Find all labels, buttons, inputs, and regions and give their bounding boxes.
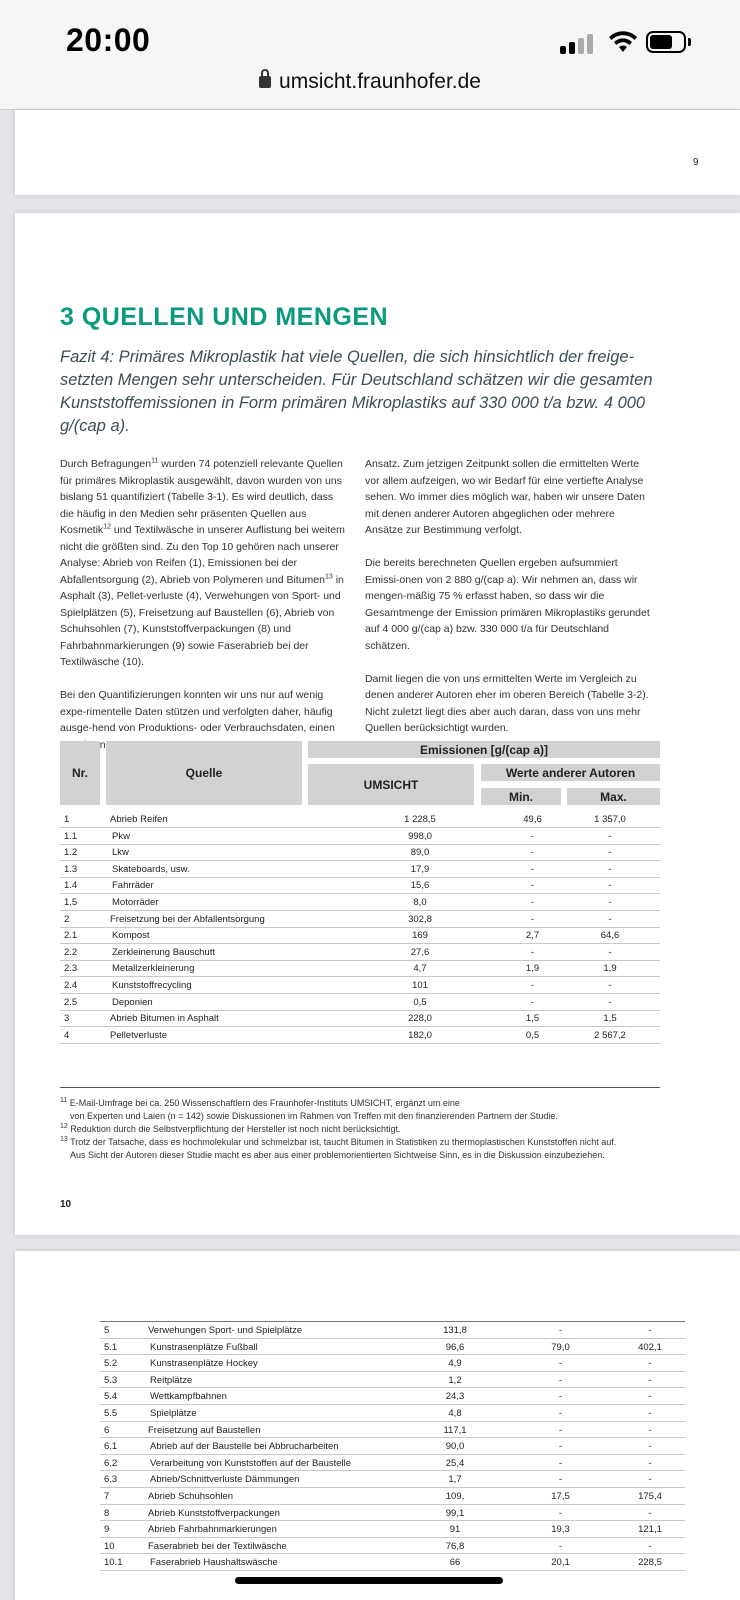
cell-min: -	[558, 1391, 563, 1403]
cell-min: 1,9	[525, 963, 540, 975]
cell-min: 2,7	[525, 930, 540, 942]
cell-min: -	[530, 847, 535, 859]
table-row	[60, 811, 660, 828]
cell-umsicht: 1,2	[448, 1374, 462, 1386]
paragraph: Ansatz. Zum jetzigen Zeitpunkt sollen die ermittelten Werte vor allem aufzeigen, wo wir Bedarf für eine vertiefte Analyse sehen. Wo immer dies möglich war, haben wir unsere Daten mit denen anderer Autoren abgeglichen oder mehrere Ansätze zur Bestimmung verfolgt.	[365, 458, 645, 536]
cell-quelle: Abrieb Bitumen in Asphalt	[110, 1013, 219, 1025]
cell-max: -	[648, 1325, 652, 1336]
text-column-left	[60, 456, 350, 770]
cell-umsicht: 76,8	[445, 1540, 465, 1552]
cell-quelle: Metallzerkleinerung	[112, 963, 195, 975]
cell-quelle: Freisetzung bei der Abfallentsorgung	[110, 913, 265, 925]
cell-min: -	[530, 863, 535, 875]
browser-chrome	[0, 0, 740, 110]
table-row	[100, 1488, 685, 1505]
cell-umsicht: 89,0	[410, 847, 430, 859]
cell-max: 121,1	[638, 1524, 662, 1536]
footnote-13: $^{13}$ Trotz der Tatsache, dass es hochmolekular und schmelzbar ist, taucht Bitumen in Statistiken zu thermoplastischen Kunststoffen nicht auf.	[60, 1136, 617, 1147]
cell-min: -	[558, 1457, 563, 1469]
cell-quelle: Faserabrieb Haushaltswäsche	[150, 1557, 278, 1569]
cell-quelle: Spielplätze	[150, 1408, 197, 1419]
cell-max: -	[608, 996, 612, 1008]
table-row	[100, 1372, 685, 1389]
cell-quelle: Skateboards, usw.	[112, 863, 190, 875]
cell-quelle: Abrieb Fahrbahnmarkierungen	[148, 1524, 277, 1536]
table-header-umsicht: UMSICHT	[308, 764, 474, 805]
table-row	[100, 1322, 685, 1339]
cell-umsicht: 998,0	[408, 830, 432, 842]
cell-nr: 8	[104, 1507, 110, 1519]
cell-max: -	[648, 1474, 652, 1486]
cell-max: 1 357,0	[594, 814, 626, 825]
cell-umsicht: 25,4	[445, 1457, 465, 1469]
cell-quelle: Deponien	[112, 996, 153, 1008]
cell-nr: 1.2	[64, 847, 78, 859]
cell-nr: 2	[64, 913, 70, 925]
table-header-min: Min.	[481, 788, 561, 805]
footnote-11: $^{11}$ E-Mail-Umfrage bei ca. 250 Wissenschaftlern des Fraunhofer-Instituts UMSICHT, ergänzt um eine	[60, 1097, 460, 1108]
cell-umsicht: 117,1	[443, 1424, 467, 1436]
cell-max: 228,5	[638, 1557, 662, 1569]
footnote-divider	[60, 1087, 660, 1088]
footnote-13-cont: Aus Sicht der Autoren dieser Studie macht es aber aus einer problemorientierten Sichtweise Sinn, es in die Diskussion einzubeziehen.	[70, 1150, 605, 1160]
cell-quelle: Kunststoffrecycling	[112, 980, 192, 991]
cell-quelle: Motorräder	[112, 897, 159, 908]
table-row	[100, 1422, 685, 1439]
cell-umsicht: 96,6	[445, 1341, 465, 1353]
cell-min: -	[558, 1374, 563, 1386]
cell-quelle: Verarbeitung von Kunststoffen auf der Baustelle	[150, 1457, 352, 1469]
cell-nr: 6.2	[104, 1457, 118, 1469]
cell-quelle: Freisetzung auf Baustellen	[148, 1424, 261, 1436]
cell-quelle: Kompost	[112, 930, 150, 942]
cell-max: -	[648, 1424, 652, 1436]
cell-umsicht: 4,9	[448, 1358, 462, 1370]
footnotes	[60, 1097, 670, 1162]
cell-nr: 5.5	[104, 1408, 118, 1419]
table-row	[60, 911, 660, 928]
paragraph: Damit liegen die von uns ermittelten Werte im Vergleich zu denen anderer Autoren eher im oberen Bereich (Tabelle 3-2). Nicht zuletzt liegt dies aber auch daran, dass von uns mehr Quellen berücksichtigt wurden.	[365, 672, 649, 734]
cell-umsicht: 91	[449, 1524, 461, 1536]
table-row	[60, 877, 660, 894]
url-text: umsicht.fraunhofer.de	[279, 70, 481, 93]
cell-umsicht: 109,	[445, 1491, 465, 1502]
battery-icon	[646, 31, 686, 53]
cell-umsicht: 302,8	[408, 913, 432, 925]
cell-umsicht: 1,7	[448, 1474, 462, 1486]
table-row	[100, 1455, 685, 1472]
cell-max: -	[648, 1441, 652, 1453]
cell-min: -	[558, 1424, 563, 1436]
cell-nr: 1	[64, 814, 70, 825]
cell-max: -	[608, 880, 612, 892]
table-row	[100, 1538, 685, 1555]
cell-max: -	[608, 913, 612, 925]
cell-min: 49,6	[523, 814, 542, 825]
cell-max: 2 567,2	[594, 1029, 626, 1041]
cell-umsicht: 182,0	[408, 1029, 432, 1041]
cell-umsicht: 131,8	[443, 1325, 467, 1336]
table-row	[60, 828, 660, 845]
cell-nr: 10	[104, 1540, 115, 1552]
fazit-summary: Fazit 4: Primäres Mikroplastik hat viele Quellen, die sich hinsichtlich der freige-setzten Mengen sehr unterscheiden. Für Deutschland schätzen wir die gesamten Kunststoffemissionen in Form primären Mikroplastiks auf 330 000 t/a bzw. 4 000 g/(cap a).	[60, 348, 653, 435]
cell-quelle: Lkw	[112, 847, 129, 859]
cell-umsicht: 4,7	[413, 963, 427, 975]
table-row	[100, 1438, 685, 1455]
cell-quelle: Kunstrasenplätze Fußball	[150, 1341, 258, 1353]
cell-nr: 5.3	[104, 1374, 118, 1386]
document-page-11	[15, 1251, 740, 1600]
cell-max: 1,5	[603, 1013, 617, 1025]
cell-min: -	[530, 913, 535, 925]
cell-quelle: Abrieb auf der Baustelle bei Abbrucharbeiten	[150, 1441, 339, 1453]
cell-nr: 1.1	[64, 830, 78, 842]
cell-nr: 2.3	[64, 963, 78, 975]
cell-nr: 6.3	[104, 1474, 118, 1486]
cell-max: -	[648, 1391, 652, 1403]
cell-nr: 5	[104, 1325, 110, 1336]
cell-umsicht: 17,9	[410, 863, 430, 875]
cell-min: -	[530, 897, 535, 908]
status-time: 20:00	[66, 22, 151, 58]
cell-quelle: Reitplätze	[150, 1374, 193, 1386]
cell-max: -	[608, 863, 612, 875]
cell-nr: 2.4	[64, 980, 78, 991]
cell-nr: 2.5	[64, 996, 78, 1008]
cell-max: -	[608, 980, 612, 991]
table-row	[100, 1554, 685, 1571]
table-row	[60, 1027, 660, 1044]
table-row	[60, 844, 660, 861]
cell-max: -	[648, 1408, 652, 1419]
cell-quelle: Faserabrieb bei der Textilwäsche	[148, 1540, 287, 1552]
cell-max: -	[608, 897, 612, 908]
cell-min: 20,1	[551, 1557, 570, 1569]
cell-max: -	[608, 946, 612, 958]
cell-min: -	[530, 980, 535, 991]
table-row	[60, 960, 660, 977]
cell-quelle: Abrieb Kunststoffverpackungen	[148, 1507, 280, 1519]
paragraph: Bei den Quantifizierungen konnten wir uns nur auf wenig expe-rimentelle Daten stützen und verfolgten daher, häufig ausge-hend von Produktions- oder Verbrauchsdaten, einen	[60, 689, 335, 734]
cell-umsicht: 228,0	[408, 1013, 432, 1025]
table-header-emissionen: Emissionen [g/(cap a)]	[308, 741, 660, 758]
cell-nr: 6.1	[104, 1441, 118, 1453]
address-bar[interactable]	[0, 70, 740, 94]
table-header-nr: Nr.	[60, 741, 100, 805]
footnote-12: $^{12}$ Reduktion durch die Selbstverpflichtung der Hersteller ist noch nicht berücksichtigt.	[60, 1123, 401, 1134]
cell-max: 1,9	[603, 963, 617, 975]
table-row	[60, 894, 660, 911]
cell-umsicht: 4,8	[448, 1408, 462, 1419]
cell-umsicht: 8,0	[413, 897, 427, 908]
table-row	[100, 1405, 685, 1422]
cell-quelle: Zerkleinerung Bauschutt	[112, 946, 215, 958]
table-row	[100, 1355, 685, 1372]
table-row	[60, 977, 660, 994]
cell-min: -	[558, 1408, 563, 1419]
cell-min: 1,5	[525, 1013, 540, 1025]
cell-min: -	[530, 830, 535, 842]
cell-min: -	[530, 946, 535, 958]
cell-min: -	[530, 996, 535, 1008]
cell-min: -	[558, 1441, 563, 1453]
home-indicator[interactable]	[235, 1577, 503, 1584]
cell-quelle: Wettkampfbahnen	[150, 1391, 227, 1403]
paragraph: Durch Befragungen$^{11}$ wurden 74 potenziell relevante Quellen für primäres Mikroplastik ausgewählt, davon wurden von uns bislang 51 quantifiziert (Tabelle 3-1). Es wird deutlich, dass die häufig in den Medien sehr präsenten Quellen aus Kosmetik$^{12}$ und Textilwäsche in unserer Auflistung bei weitem nicht die größten sind. Zu den Top 10 gehören nach unserer Analyse: Abrieb von Reifen (1), Emissionen bei der Abfallentsorgung (2), Abrieb von Polymeren und Bitumen$^{13}$ in Asphalt (3), Pellet-verluste (4), Verwehungen von Sport- und Spielplätzen (5), Freisetzung auf Baustellen (6), Abrieb von Schuhsohlen (7), Kunststoffverpackungen (8) und Fahrbahnmarkierungen (9) sowie Faserabrieb bei der Textilwäsche (10).	[60, 457, 345, 668]
cell-nr: 1.3	[64, 863, 78, 875]
cell-umsicht: 66	[449, 1557, 461, 1569]
table-row	[60, 927, 660, 944]
cell-nr: 9	[104, 1524, 110, 1536]
cell-nr: 1.4	[64, 880, 78, 892]
table-header-quelle: Quelle	[106, 741, 302, 805]
paragraph: Die bereits berechneten Quellen ergeben aufsummiert Emissi-onen von 2 880 g/(cap a). Wir nehmen an, dass wir mengen-mäßig 75 % erfasst haben, so dass wir die Gesamtmenge der Emission primären Mikroplastiks gerundet auf 4 000 g/(cap a) bzw. 330 000 t/a für Deutschland schätzen.	[365, 557, 650, 652]
cell-nr: 10.1	[104, 1557, 123, 1569]
cell-min: -	[558, 1325, 563, 1336]
table-header-andere-autoren: Werte anderer Autoren	[481, 764, 660, 781]
cell-min: -	[530, 880, 535, 892]
page-number: 9	[693, 157, 699, 168]
cell-min: 79,0	[551, 1341, 570, 1353]
cell-quelle: Abrieb Schuhsohlen	[148, 1491, 234, 1502]
wifi-icon	[608, 30, 638, 54]
cell-umsicht: 27,6	[410, 946, 430, 958]
table-row	[60, 994, 660, 1011]
table-row	[100, 1471, 685, 1488]
table-row	[100, 1388, 685, 1405]
document-page-9	[15, 110, 740, 195]
cell-max: 64,6	[600, 930, 620, 942]
table-row	[60, 1010, 660, 1027]
document-page-10	[15, 213, 740, 1235]
cell-quelle: Fahrräder	[112, 880, 154, 892]
cell-quelle: Abrieb/Schnittverluste Dämmungen	[150, 1474, 300, 1486]
table-row	[100, 1339, 685, 1356]
cell-max: -	[608, 847, 612, 859]
cell-max: 175,4	[638, 1491, 662, 1502]
cell-max: -	[608, 830, 612, 842]
cell-nr: 7	[104, 1491, 110, 1502]
cell-quelle: Pkw	[112, 830, 130, 842]
cell-quelle: Kunstrasenplätze Hockey	[150, 1358, 258, 1370]
battery-nub	[688, 38, 691, 46]
cell-nr: 5.4	[104, 1391, 118, 1403]
section-heading: 3 QUELLEN UND MENGEN	[60, 303, 389, 331]
cell-nr: 5.2	[104, 1358, 118, 1370]
cell-max: -	[648, 1374, 652, 1386]
cell-quelle: Abrieb Reifen	[110, 814, 168, 825]
cell-max: -	[648, 1358, 652, 1370]
cell-min: 0,5	[525, 1029, 540, 1041]
cell-umsicht: 101	[412, 980, 428, 991]
cell-min: 19,3	[551, 1524, 570, 1536]
cell-nr: 2.2	[64, 946, 78, 958]
cell-nr: 3	[64, 1013, 70, 1025]
cellular-signal-icon	[560, 34, 596, 54]
cell-min: 17,5	[551, 1491, 570, 1502]
footnote-11-cont: von Experten und Laien (n = 142) sowie Diskussionen im Rahmen von Treffen mit den finanzierenden Partnern der Studie.	[70, 1111, 558, 1121]
table-row	[60, 861, 660, 878]
table-row	[100, 1521, 685, 1538]
cell-umsicht: 1 228,5	[404, 814, 436, 825]
cell-quelle: Pelletverluste	[110, 1029, 168, 1041]
cell-nr: 5.1	[104, 1341, 118, 1353]
cell-umsicht: 99,1	[445, 1507, 465, 1519]
cell-min: -	[558, 1540, 563, 1552]
cell-umsicht: 169	[412, 930, 428, 942]
cell-min: -	[558, 1358, 563, 1370]
table-header-max: Max.	[567, 788, 660, 805]
cell-quelle: Verwehungen Sport- und Spielplätze	[148, 1325, 303, 1336]
table-row	[100, 1505, 685, 1522]
text-column-right	[365, 456, 655, 753]
lock-icon	[259, 76, 271, 88]
cell-max: -	[648, 1540, 652, 1552]
cell-umsicht: 15,6	[410, 880, 430, 892]
cell-max: 402,1	[638, 1341, 662, 1353]
cell-nr: 6	[104, 1424, 110, 1436]
page-number: 10	[60, 1199, 72, 1210]
cell-umsicht: 24,3	[445, 1391, 465, 1403]
cell-min: -	[558, 1507, 563, 1519]
cell-nr: 1.5	[64, 897, 78, 908]
cell-nr: 2.1	[64, 930, 78, 942]
table-row	[60, 944, 660, 961]
cell-nr: 4	[64, 1029, 70, 1041]
cell-umsicht: 0,5	[413, 996, 427, 1008]
cell-umsicht: 90,0	[445, 1441, 465, 1453]
cell-min: -	[558, 1474, 563, 1486]
cell-max: -	[648, 1457, 652, 1469]
cell-max: -	[648, 1507, 652, 1519]
